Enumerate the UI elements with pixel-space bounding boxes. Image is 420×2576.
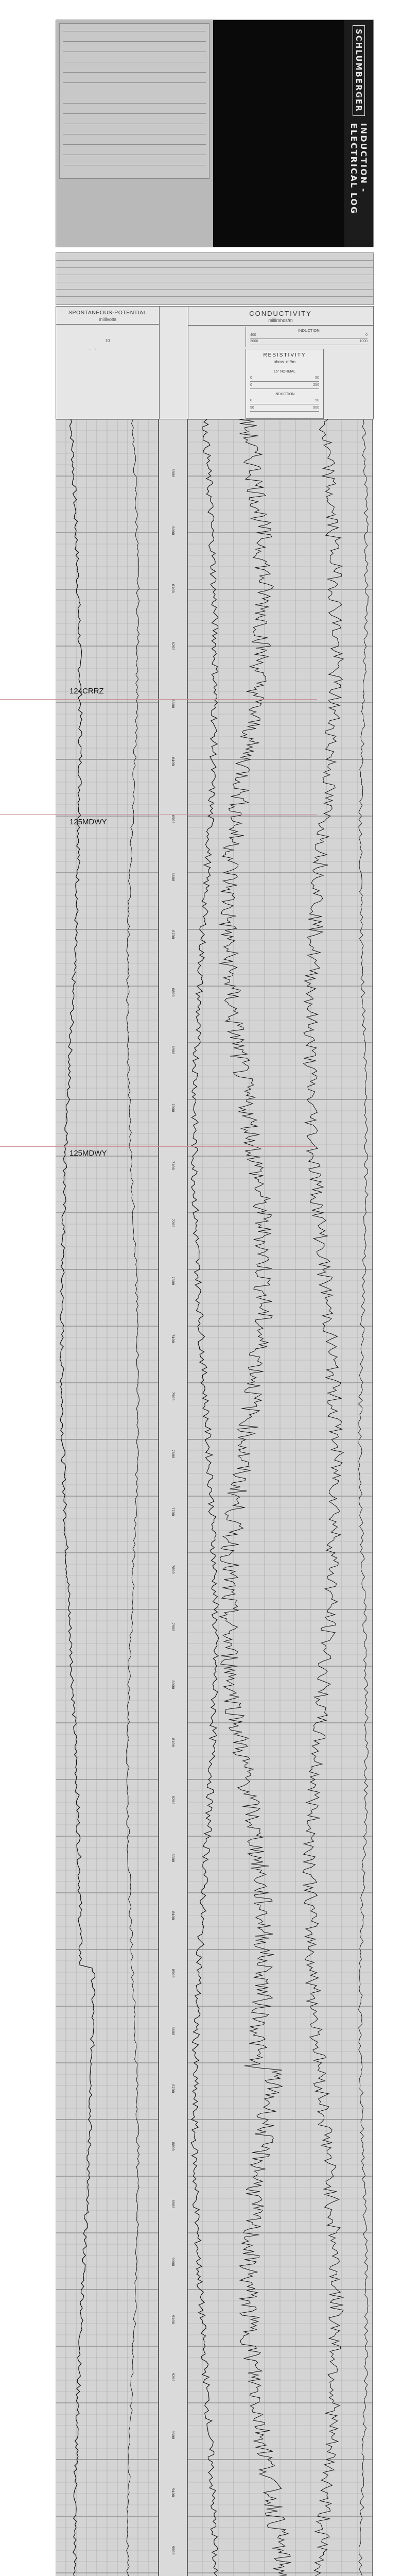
depth-label: 7700: [171, 1507, 175, 1516]
induction-scale-box: [246, 327, 372, 347]
normal-resistivity-curve: [219, 419, 294, 2576]
divider: [56, 324, 159, 325]
formation-marker: 125MDWY: [69, 1149, 107, 1158]
heading-card: [56, 20, 374, 247]
resistivity-title: RESISTIVITY: [263, 352, 306, 358]
depth-label: 8900: [171, 2199, 175, 2209]
sp-curve: [60, 419, 95, 2576]
sp-title: SPONTANEOUS-POTENTIAL: [68, 310, 147, 316]
sp-scale-left: -: [89, 347, 92, 351]
depth-label: 8100: [171, 1738, 175, 1747]
amplified-curve: [358, 419, 368, 2576]
scale-left: 0: [250, 399, 252, 402]
depth-label: 8700: [171, 2084, 175, 2093]
marker-line: [0, 814, 317, 815]
conductivity-heading: [188, 307, 373, 419]
depth-label: 6100: [171, 584, 175, 593]
depth-label: 9400: [171, 2488, 175, 2497]
depth-label: 6900: [171, 1045, 175, 1055]
form-rule: [63, 72, 206, 73]
scale-left: 0: [250, 376, 252, 380]
sp-baseline-curve: [126, 419, 139, 2576]
depth-label: 9000: [171, 2257, 175, 2266]
normal-label: 16" NORMAL: [273, 370, 296, 374]
well-data-form: [59, 23, 209, 179]
conductivity-unit: millimhos/m: [268, 318, 293, 323]
depth-label: 6400: [171, 757, 175, 766]
conductivity-title: CONDUCTIVITY: [249, 310, 312, 317]
induction-label: INDUCTION: [298, 328, 320, 333]
depth-label: 6800: [171, 988, 175, 997]
form-rule: [63, 41, 206, 42]
res-induction-scale-row-2: [250, 406, 319, 412]
divider: [188, 325, 373, 326]
sp-track-heading: [56, 307, 160, 419]
depth-label: 7200: [171, 1218, 175, 1228]
depth-label: 9500: [171, 2546, 175, 2555]
scale-left: 2000: [250, 340, 258, 343]
depth-label: 6500: [171, 815, 175, 824]
scale-right: 250: [313, 383, 319, 387]
depth-label: 7300: [171, 1276, 175, 1285]
company-brand: SCHLUMBERGER: [353, 25, 365, 116]
remarks-rule: [56, 289, 373, 290]
scale-right: 0: [365, 333, 367, 337]
form-rule: [63, 113, 206, 114]
depth-label: 8400: [171, 1911, 175, 1920]
log-title: INDUCTION - ELECTRICAL LOG: [349, 123, 369, 215]
conductivity-curve: [191, 419, 219, 2576]
depth-label: 9200: [171, 2372, 175, 2382]
normal-scale-row-2: [250, 383, 319, 389]
resistivity-unit: ohms. m²/m: [273, 360, 296, 364]
depth-label: 9100: [171, 2315, 175, 2324]
sp-scale-value: 10: [105, 338, 110, 343]
normal-scale-row: [250, 376, 319, 382]
formation-marker: 124CRRZ: [69, 687, 104, 696]
depth-label: 7400: [171, 1334, 175, 1343]
res-induction-label: INDUCTION: [274, 393, 295, 396]
depth-label: 8600: [171, 2026, 175, 2036]
scale-right: 500: [313, 406, 319, 410]
log-body: [56, 419, 373, 2576]
depth-label: 8000: [171, 1680, 175, 1689]
depth-label: 6000: [171, 526, 175, 535]
depth-label: 9300: [171, 2430, 175, 2439]
track-heading: [56, 306, 374, 419]
scale-right: 50: [315, 399, 319, 402]
scale-right: 50: [315, 376, 319, 380]
remarks-rule: [56, 296, 373, 297]
marker-line: [0, 1146, 317, 1147]
log-grid-and-curves: [56, 419, 373, 2576]
depth-label: 8200: [171, 1795, 175, 1805]
depth-label: 7500: [171, 1392, 175, 1401]
scale-left: 400: [250, 333, 256, 337]
sp-scale-signs: [89, 347, 99, 351]
remarks-rule: [56, 260, 373, 261]
depth-label: 7100: [171, 1161, 175, 1170]
res-induction-scale-row: [250, 399, 319, 404]
depth-label: 6700: [171, 930, 175, 939]
depth-label: 7900: [171, 1622, 175, 1632]
resistivity-heading: [246, 349, 324, 419]
depth-label: 6200: [171, 641, 175, 651]
sp-unit: millivolts: [98, 317, 116, 322]
depth-track-heading: [159, 307, 188, 419]
marker-line: [0, 699, 317, 700]
form-rule: [63, 82, 206, 83]
depth-label: 8300: [171, 1853, 175, 1862]
remarks-rule: [56, 267, 373, 268]
depth-label: 6300: [171, 699, 175, 708]
scale-left: 0: [250, 383, 252, 387]
formation-marker: 125MDWY: [69, 818, 107, 826]
remarks-section: [56, 252, 374, 305]
scale-left: 50: [250, 406, 254, 410]
depth-label: 5900: [171, 468, 175, 478]
form-rule: [63, 103, 206, 104]
scale-right: 1000: [359, 340, 367, 343]
depth-label: 7000: [171, 1103, 175, 1112]
depth-label: 8500: [171, 1969, 175, 1978]
induction-scale-row-2: [250, 340, 367, 345]
depth-label: 6600: [171, 872, 175, 882]
induction-resistivity-curve: [303, 419, 343, 2576]
depth-label: 8800: [171, 2142, 175, 2151]
depth-label: 7800: [171, 1565, 175, 1574]
brand-strip: [344, 20, 373, 247]
sp-scale-right: +: [94, 347, 99, 351]
depth-label: 7600: [171, 1449, 175, 1459]
form-rule: [63, 144, 206, 145]
induction-scale-row: [250, 333, 367, 339]
